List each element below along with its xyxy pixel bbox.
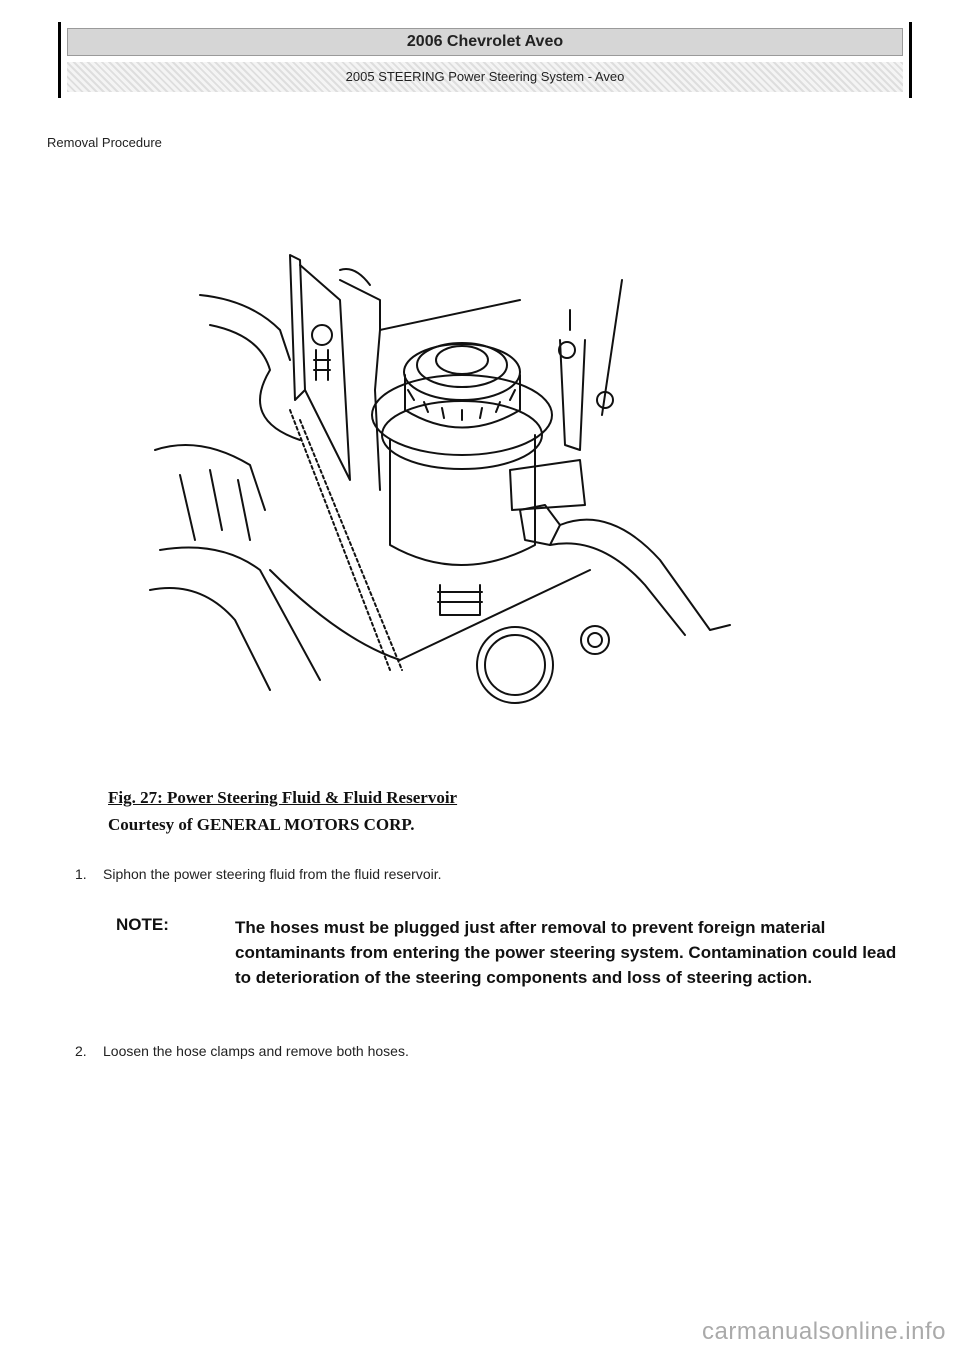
step-1	[75, 866, 442, 882]
step-2	[75, 1043, 409, 1059]
step-number: 1.	[75, 866, 87, 882]
reservoir-illustration	[140, 240, 760, 710]
figure-caption: Fig. 27: Power Steering Fluid & Fluid Reservoir	[108, 788, 458, 807]
figure-courtesy: Courtesy of GENERAL MOTORS CORP.	[108, 815, 415, 834]
note-text: The hoses must be plugged just after removal to prevent foreign material contaminants from entering the power steering system. Contamination could lead to deterioration of the steering components and loss of steering action.	[235, 918, 897, 987]
page-header	[58, 22, 912, 98]
watermark: carmanualsonline.info	[702, 1318, 946, 1345]
document-subtitle: 2005 STEERING Power Steering System - Aveo	[67, 62, 903, 92]
step-text: Loosen the hose clamps and remove both hoses.	[103, 1043, 409, 1059]
note-label: NOTE:	[116, 915, 169, 934]
section-title: Removal Procedure	[47, 135, 162, 150]
step-text: Siphon the power steering fluid from the fluid reservoir.	[103, 866, 442, 882]
document-title: 2006 Chevrolet Aveo	[67, 28, 903, 56]
step-number: 2.	[75, 1043, 87, 1059]
